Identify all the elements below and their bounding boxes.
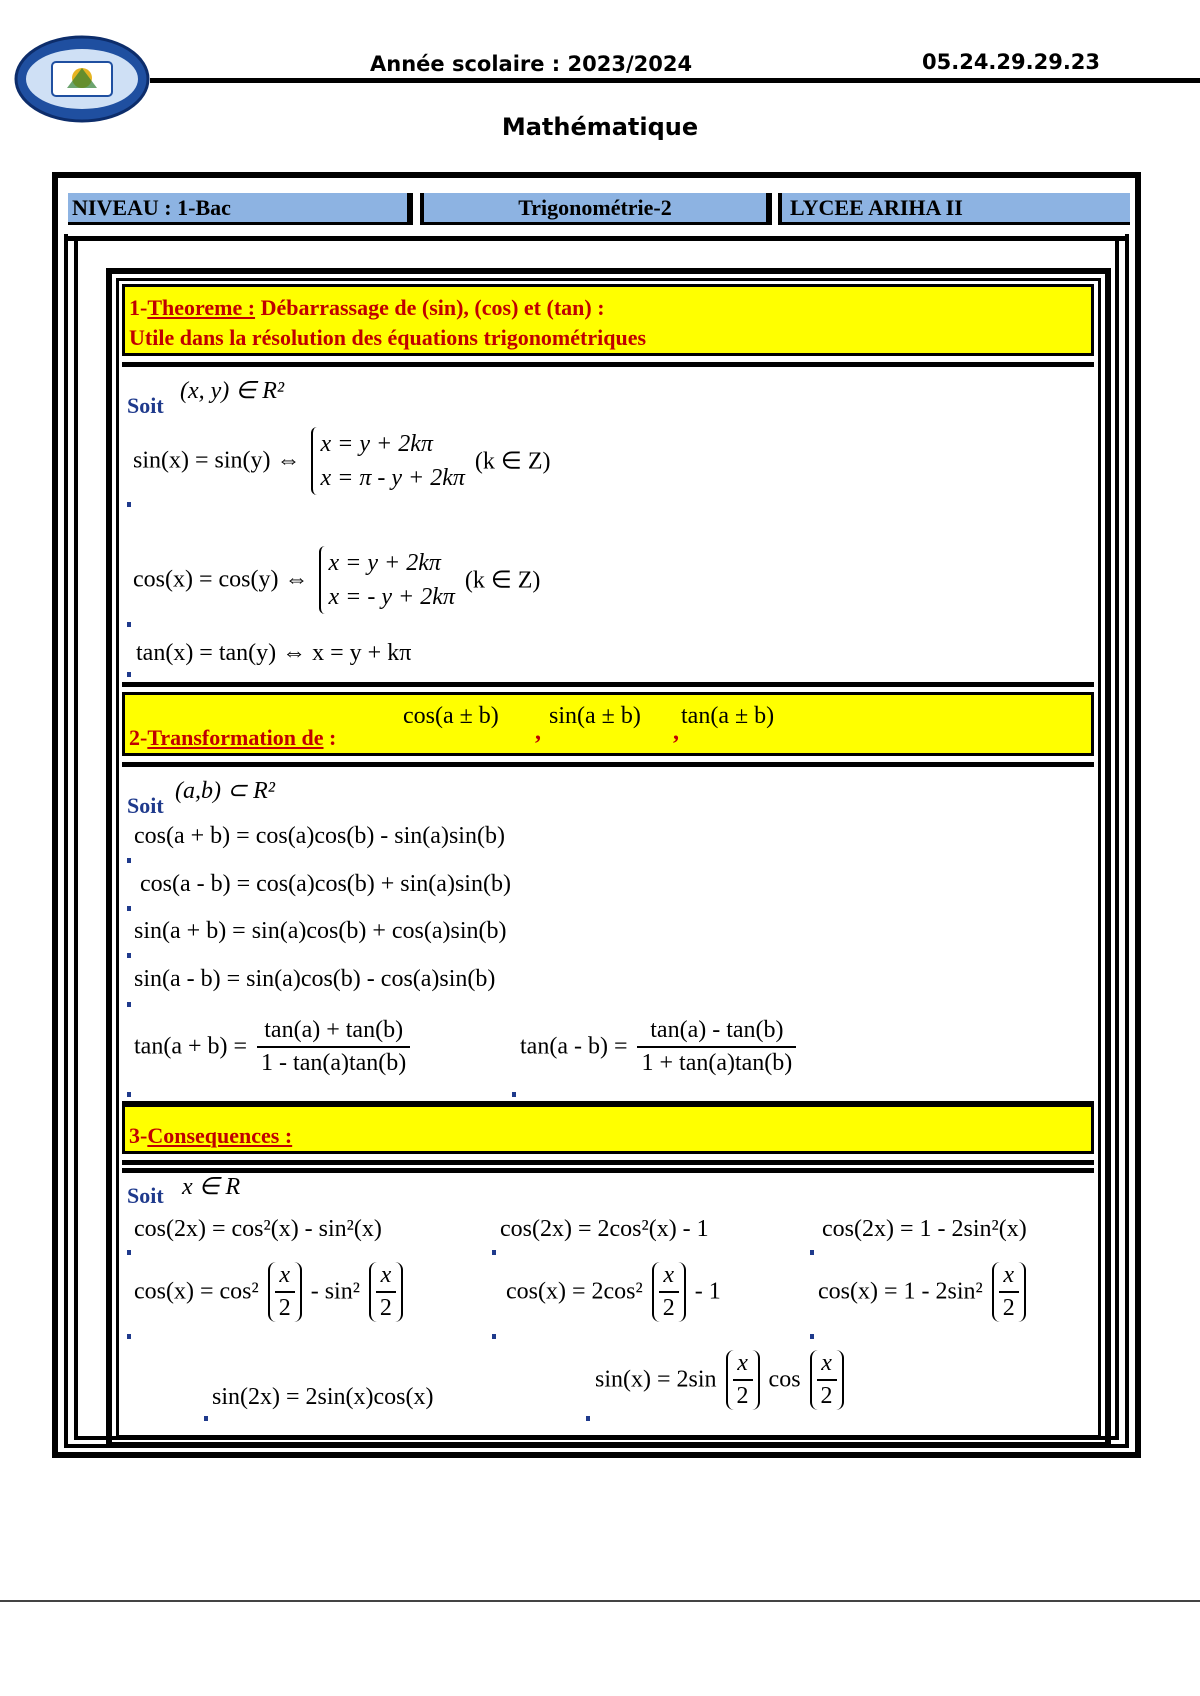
- sin-eq-line2: x = π - y + 2kπ: [320, 465, 465, 491]
- tan-diff-denominator: 1 + tan(a)tan(b): [641, 1050, 793, 1076]
- section1-title-rest: Débarrassage de (sin), (cos) et (tan) :: [255, 295, 605, 320]
- formula-sin-diff: sin(a - b) = sin(a)cos(b) - cos(a)sin(b): [134, 966, 496, 992]
- sin-equation: [133, 427, 550, 495]
- sinx-left: sin(x) = 2sin: [595, 1366, 717, 1393]
- half-angle: [369, 1262, 403, 1322]
- section2-expr2: sin(a ± b): [549, 703, 641, 729]
- half-den: 2: [662, 1295, 675, 1321]
- half-den: 2: [736, 1383, 749, 1409]
- section1-heading: [122, 284, 1094, 356]
- chapter-label: Trigonométrie-2: [420, 193, 772, 225]
- tan-sum-denominator: 1 - tan(a)tan(b): [261, 1050, 407, 1076]
- school-label: LYCEE ARIHA II: [778, 193, 1130, 225]
- section3-soit-expr: x ∈ R: [182, 1174, 241, 1200]
- sin-eq-system: [311, 427, 465, 495]
- section1-subtitle: Utile dans la résolution des équations trigonométriques: [129, 325, 647, 350]
- subject-title: Mathématique: [501, 113, 699, 141]
- section3-number: 3-: [129, 1123, 148, 1148]
- cons-cos2x-b: cos(2x) = 2cos²(x) - 1: [500, 1216, 709, 1242]
- cosx-b-left: cos(x) = 2cos²: [506, 1278, 643, 1305]
- header-rule: [150, 78, 1200, 83]
- bullet-dot: [127, 1002, 131, 1007]
- section2-comma2: ,: [673, 719, 679, 745]
- section2-colon: :: [323, 725, 337, 750]
- sin-eq-right: (k ∈ Z): [474, 448, 551, 475]
- cos-eq-system: [319, 546, 455, 614]
- cons-cos2x-c: cos(2x) = 1 - 2sin²(x): [822, 1216, 1027, 1242]
- cons-cos2x-a: cos(2x) = cos²(x) - sin²(x): [134, 1216, 382, 1242]
- bullet-dot: [492, 1250, 496, 1255]
- separator: [122, 682, 1094, 687]
- bullet-dot: [127, 502, 131, 507]
- tan-sum-left: tan(a + b) =: [134, 1033, 248, 1060]
- school-logo: [12, 34, 152, 124]
- section2-expr3: tan(a ± b): [681, 703, 775, 729]
- bullet-dot: [127, 906, 131, 911]
- formula-cos-sum: cos(a + b) = cos(a)cos(b) - sin(a)sin(b): [134, 823, 505, 849]
- half-angle: [268, 1262, 302, 1322]
- cons-cosx-b: [506, 1262, 721, 1322]
- section3-soit: Soit: [127, 1183, 164, 1208]
- bullet-dot: [127, 953, 131, 958]
- half-angle: [992, 1262, 1026, 1322]
- formula-tan-sum: [134, 1017, 414, 1077]
- cons-cosx-c: [818, 1262, 1029, 1322]
- cos-eq-left: cos(x) = cos(y) ⇔: [133, 566, 309, 593]
- bullet-dot: [810, 1250, 814, 1255]
- half-num: x: [275, 1262, 295, 1293]
- formula-tan-diff: [520, 1017, 800, 1077]
- bullet-dot: [586, 1416, 590, 1421]
- half-den: 2: [1002, 1295, 1015, 1321]
- tan-sum-fraction: [257, 1017, 410, 1077]
- section2-soit: Soit: [127, 793, 164, 818]
- level-bar-underline: [68, 236, 1128, 241]
- footer-rule: [0, 1600, 1200, 1602]
- half-den: 2: [278, 1295, 291, 1321]
- cos-equation: [133, 546, 540, 614]
- bullet-dot: [810, 1334, 814, 1339]
- half-num: x: [733, 1350, 753, 1381]
- bullet-dot: [512, 1092, 516, 1097]
- section1-title: Theoreme :: [147, 295, 256, 320]
- section1-soit: Soit: [127, 393, 164, 418]
- formula-sin-sum: sin(a + b) = sin(a)cos(b) + cos(a)sin(b): [134, 918, 507, 944]
- section2-title: Transformation de: [147, 725, 324, 750]
- cosx-b-right: - 1: [694, 1278, 721, 1305]
- separator: [122, 1160, 1094, 1165]
- cosx-c-left: cos(x) = 1 - 2sin²: [818, 1278, 983, 1305]
- cosx-a-mid: - sin²: [310, 1278, 360, 1305]
- tan-equation: tan(x) = tan(y) ⇔ x = y + kπ: [136, 640, 412, 666]
- bullet-dot: [127, 1092, 131, 1097]
- cons-sin2x: sin(2x) = 2sin(x)cos(x): [212, 1384, 434, 1410]
- half-angle: [726, 1350, 760, 1410]
- tan-diff-numerator: tan(a) - tan(b): [637, 1017, 796, 1048]
- formula-cos-diff: cos(a - b) = cos(a)cos(b) + sin(a)sin(b): [140, 871, 511, 897]
- half-num: x: [659, 1262, 679, 1293]
- cosx-a-left: cos(x) = cos²: [134, 1278, 259, 1305]
- section3-heading: [122, 1104, 1094, 1154]
- bullet-dot: [127, 1250, 131, 1255]
- bullet-dot: [127, 622, 131, 627]
- half-num: x: [817, 1350, 837, 1381]
- half-angle: [810, 1350, 844, 1410]
- cos-eq-line1: x = y + 2kπ: [328, 550, 441, 576]
- cons-cosx-a: [134, 1262, 406, 1322]
- section2-heading: [122, 692, 1094, 756]
- cons-sinx: [595, 1350, 847, 1410]
- school-year: Année scolaire : 2023/2024: [370, 52, 693, 76]
- tan-diff-fraction: [637, 1017, 796, 1077]
- level-label: NIVEAU : 1-Bac: [68, 193, 413, 225]
- half-den: 2: [379, 1295, 392, 1321]
- cos-eq-right: (k ∈ Z): [464, 567, 541, 594]
- half-den: 2: [820, 1383, 833, 1409]
- bullet-dot: [204, 1416, 208, 1421]
- section1-soit-expr: (x, y) ∈ R²: [180, 378, 285, 404]
- tan-sum-numerator: tan(a) + tan(b): [257, 1017, 410, 1048]
- half-angle: [652, 1262, 686, 1322]
- separator: [122, 1168, 1094, 1173]
- section3-title: Consequences :: [147, 1123, 293, 1148]
- separator: [122, 762, 1094, 767]
- section2-comma1: ,: [535, 719, 541, 745]
- cos-eq-line2: x = - y + 2kπ: [328, 584, 455, 610]
- half-num: x: [376, 1262, 396, 1293]
- separator: [122, 362, 1094, 367]
- tan-diff-left: tan(a - b) =: [520, 1033, 628, 1060]
- bullet-dot: [127, 672, 131, 677]
- bullet-dot: [127, 1334, 131, 1339]
- section2-number: 2-: [129, 725, 148, 750]
- section1-number: 1-: [129, 295, 148, 320]
- sinx-mid: cos: [768, 1366, 801, 1393]
- section2-expr1: cos(a ± b): [403, 703, 499, 729]
- phone-number: 05.24.29.29.23: [922, 50, 1101, 74]
- bullet-dot: [492, 1334, 496, 1339]
- section2-soit-expr: (a,b) ⊂ R²: [175, 778, 275, 804]
- half-num: x: [999, 1262, 1019, 1293]
- sin-eq-left: sin(x) = sin(y) ⇔: [133, 447, 301, 474]
- sin-eq-line1: x = y + 2kπ: [320, 431, 433, 457]
- bullet-dot: [127, 858, 131, 863]
